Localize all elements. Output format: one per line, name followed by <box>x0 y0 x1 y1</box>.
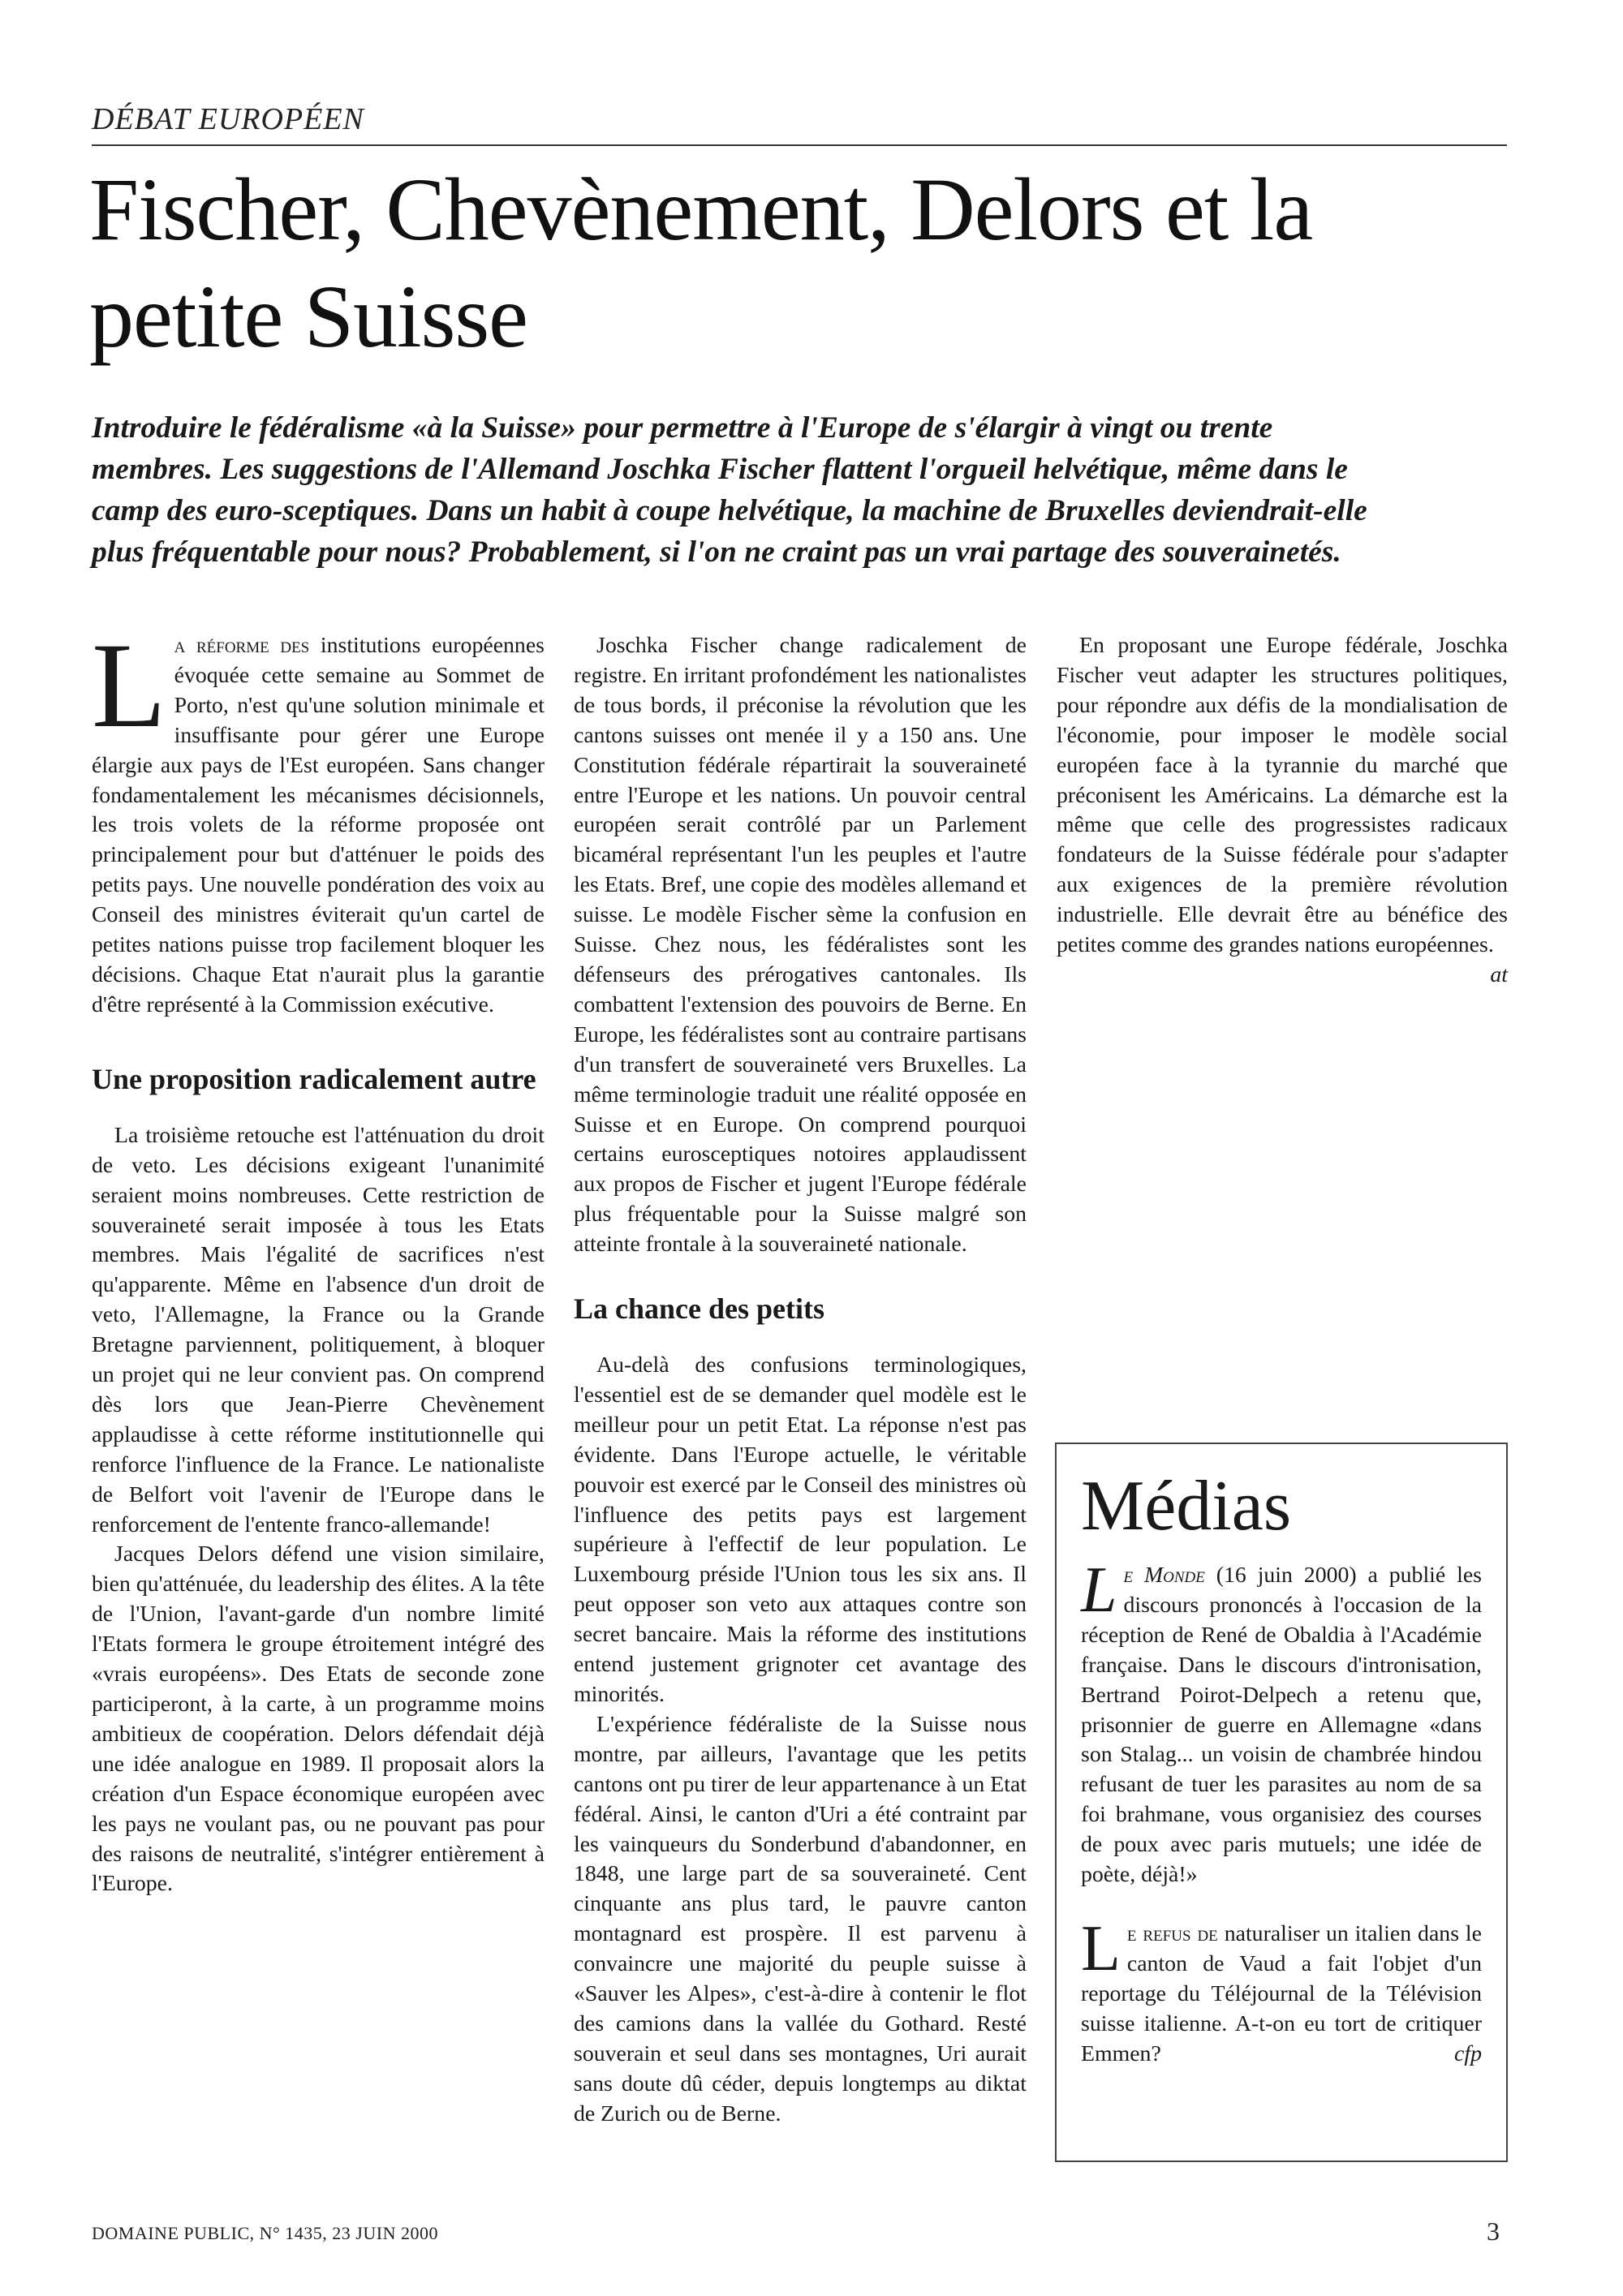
kicker-rule <box>92 144 1507 146</box>
paragraph-intro <box>92 618 545 1021</box>
medias-item1-smallcaps: e Monde <box>1123 1563 1205 1588</box>
page-number: 3 <box>1487 2216 1500 2246</box>
intro-text: institutions européennes évoquée cette semaine au Sommet de Porto, n'est qu'une solution minimale et insuffisante pour gérer une Europe élargie aux pays de l'Est européen. Sans changer fondamentalement les mécanismes décisionnels, les trois volets de la réforme proposée ont principalement pour but d'atténuer le poids des petits pays. Une nouvelle pondération des voix au Conseil des ministres éviterait qu'un cartel de petites nations puisse trop facilement bloquer les décisions. Chaque Etat n'aurait plus la garantie d'être représenté à la Commission exécutive. <box>92 633 545 1017</box>
article-column-2 <box>574 631 1027 2130</box>
medias-dropcap-2: L <box>1081 1912 1121 1984</box>
drop-cap: L <box>92 618 166 753</box>
medias-dropcap-1: L <box>1081 1554 1117 1626</box>
medias-item1-text: (16 juin 2000) a publié les discours prononcés à l'occasion de la réception de René de Obaldia à l'Académie française. Dans le discours d'intronisation, Bertrand Poirot-Delpech a retenu que, prisonnier de guerre en Allemagne «dans son Stalag... un voisin de chambrée hindou refusant de tuer les parasites au nom de sa foi brahmane, vous organisiez des courses de poux avec paris mutuels; une idée de poète, déjà!» <box>1081 1563 1482 1888</box>
conclusion-text: En proposant une Europe fédérale, Joschka Fischer veut adapter les structures politiques, pour répondre aux défis de la mondialisation de l'économie, pour imposer le modèle social européen face à la tyrannie du marché que préconisent les Américains. La démarche est la même que celle des progressistes radicaux fondateurs de la Suisse fédérale pour s'adapter aux exigences de la première révolution industrielle. Elle devrait être au bénéfice des petites comme des grandes nations européennes. <box>1057 633 1508 958</box>
intro-smallcaps: a réforme des <box>174 633 310 658</box>
paragraph-delors: Jacques Delors défend une vision similaire, bien qu'atténuée, du leadership des élites. A la tête de l'Union, l'avant-garde d'un nombre limité l'Etats formera le groupe étroitement intégré des «vrais européens». Des Etats de seconde zone participeront, à la carte, à un programme moins ambitieux de coopération. Delors défendait déjà une idée analogue en 1989. Il proposait alors la création d'un Espace économique européen avec les pays ne voulant pas, ou ne pouvant pas pour des raisons de neutralité, s'intégrer entièrement à l'Europe. <box>92 1541 545 1897</box>
medias-box <box>1055 1443 1508 2162</box>
article-headline: Fischer, Chevènement, Delors et la petite Suisse <box>89 160 1313 366</box>
footer-publication: DOMAINE PUBLIC, N° 1435, 23 JUIN 2000 <box>92 2223 438 2243</box>
article-lede: Introduire le fédéralisme «à la Suisse» pour permettre à l'Europe de s'élargir à vingt ou trente membres. Les suggestions de l'Allemand Joschka Fischer flattent l'orgueil helvétique, même dans le camp des euro-sceptiques. Dans un habit à coupe helvétique, la machine de Bruxelles deviendrait-elle plus fréquentable pour nous? Probablement, si l'on ne craint pas un vrai partage des souverainetés. <box>92 411 1367 569</box>
medias-title: Médias <box>1081 1467 1292 1546</box>
medias-signature: cfp <box>1454 2040 1482 2066</box>
paragraph-conclusion <box>1057 631 1508 987</box>
medias-item2-text: naturaliser un italien dans le canton de Vaud a fait l'objet d'un reportage du Téléjournal de la Télévision suisse italienne. A-t-on eu tort de critiquer Emmen? <box>1081 1920 1482 2066</box>
paragraph-fischer: Joschka Fischer change radicalement de registre. En irritant profondément les nationalistes de tous bords, il préconise la révolution que les cantons suisses ont menée il y a 150 ans. Une Constitution fédérale répartirait la souveraineté entre l'Europe et les nations. Un pouvoir central européen serait contrôlé par un Parlement bicaméral représentant l'un les peuples et l'autre les Etats. Bref, une copie des modèles allemand et suisse. Le modèle Fischer sème la confusion en Suisse. Chez nous, les fédéralistes sont les défenseurs des prérogatives cantonales. Ils combattent l'extension des pouvoirs de Berne. En Europe, les fédéralistes sont au contraire partisans d'un transfert de souveraineté vers Bruxelles. La même terminologie traduit une réalité opposée en Suisse et en Europe. On comprend pourquoi certains eurosceptiques notoires applaudissent aux propos de Fischer et jugent l'Europe fédérale plus fréquentable pour la Suisse malgré son atteinte frontale à la souveraineté nationale. <box>574 633 1027 1258</box>
medias-item-le-monde <box>1081 1554 1482 1890</box>
paragraph-petits: Au-delà des confusions terminologiques, l'essentiel est de se demander quel modèle est le meilleur pour un petit Etat. La réponse n'est pas évidente. Dans l'Europe actuelle, le véritable pouvoir est exercé par le Conseil des ministres où l'influence des petits pays est largement supérieure à l'effectif de leur population. Le Luxembourg préside l'Union tous les six ans. Il peut opposer son veto aux attaques contre son secret bancaire. Mais la réforme des institutions entend justement grignoter cet avantage des minorités. <box>574 1352 1027 1707</box>
subheading-chance: La chance des petits <box>574 1292 824 1326</box>
medias-item-refus <box>1081 1912 1482 2070</box>
article-signature: at <box>1490 961 1508 987</box>
article-column-3 <box>1057 631 1508 991</box>
section-kicker: DÉBAT EUROPÉEN <box>92 102 364 136</box>
article-column-1 <box>92 618 545 1899</box>
paragraph-veto: La troisième retouche est l'atténuation du droit de veto. Les décisions exigeant l'unanimité seraient moins nombreuses. Cette restriction de souveraineté serait imposée à tous les Etats membres. Mais l'égalité de sacrifices n'est qu'apparente. Même en l'absence d'un droit de veto, l'Allemagne, la France ou la Grande Bretagne parviennent, politiquement, à bloquer un projet qui ne leur convient pas. On comprend dès lors que Jean-Pierre Chevènement applaudisse à cette réforme institutionnelle qui renforce l'influence de la France. Le nationaliste de Belfort voit l'avenir de l'Europe dans le renforcement de l'entente franco-allemande! <box>92 1122 545 1537</box>
paragraph-uri: L'expérience fédéraliste de la Suisse nous montre, par ailleurs, l'avantage que les petits cantons ont pu tirer de leur appartenance à un Etat fédéral. Ainsi, le canton d'Uri a été contraint par les vainqueurs du Sonderbund d'abandonner, en 1848, une large part de sa souveraineté. Cent cinquante ans plus tard, le pauvre canton montagnard est prospère. Il est parvenu à convaincre une majorité du peuple suisse à «Sauver les Alpes», c'est-à-dire à contenir le flot des camions dans la vallée du Gothard. Resté souverain et seul dans ses montagnes, Uri aurait sans doute dû céder, depuis longtemps au diktat de Zurich ou de Berne. <box>574 1711 1027 2126</box>
subheading-proposition: Une proposition radicalement autre <box>92 1062 536 1095</box>
medias-item2-smallcaps: e refus de <box>1126 1920 1218 1946</box>
